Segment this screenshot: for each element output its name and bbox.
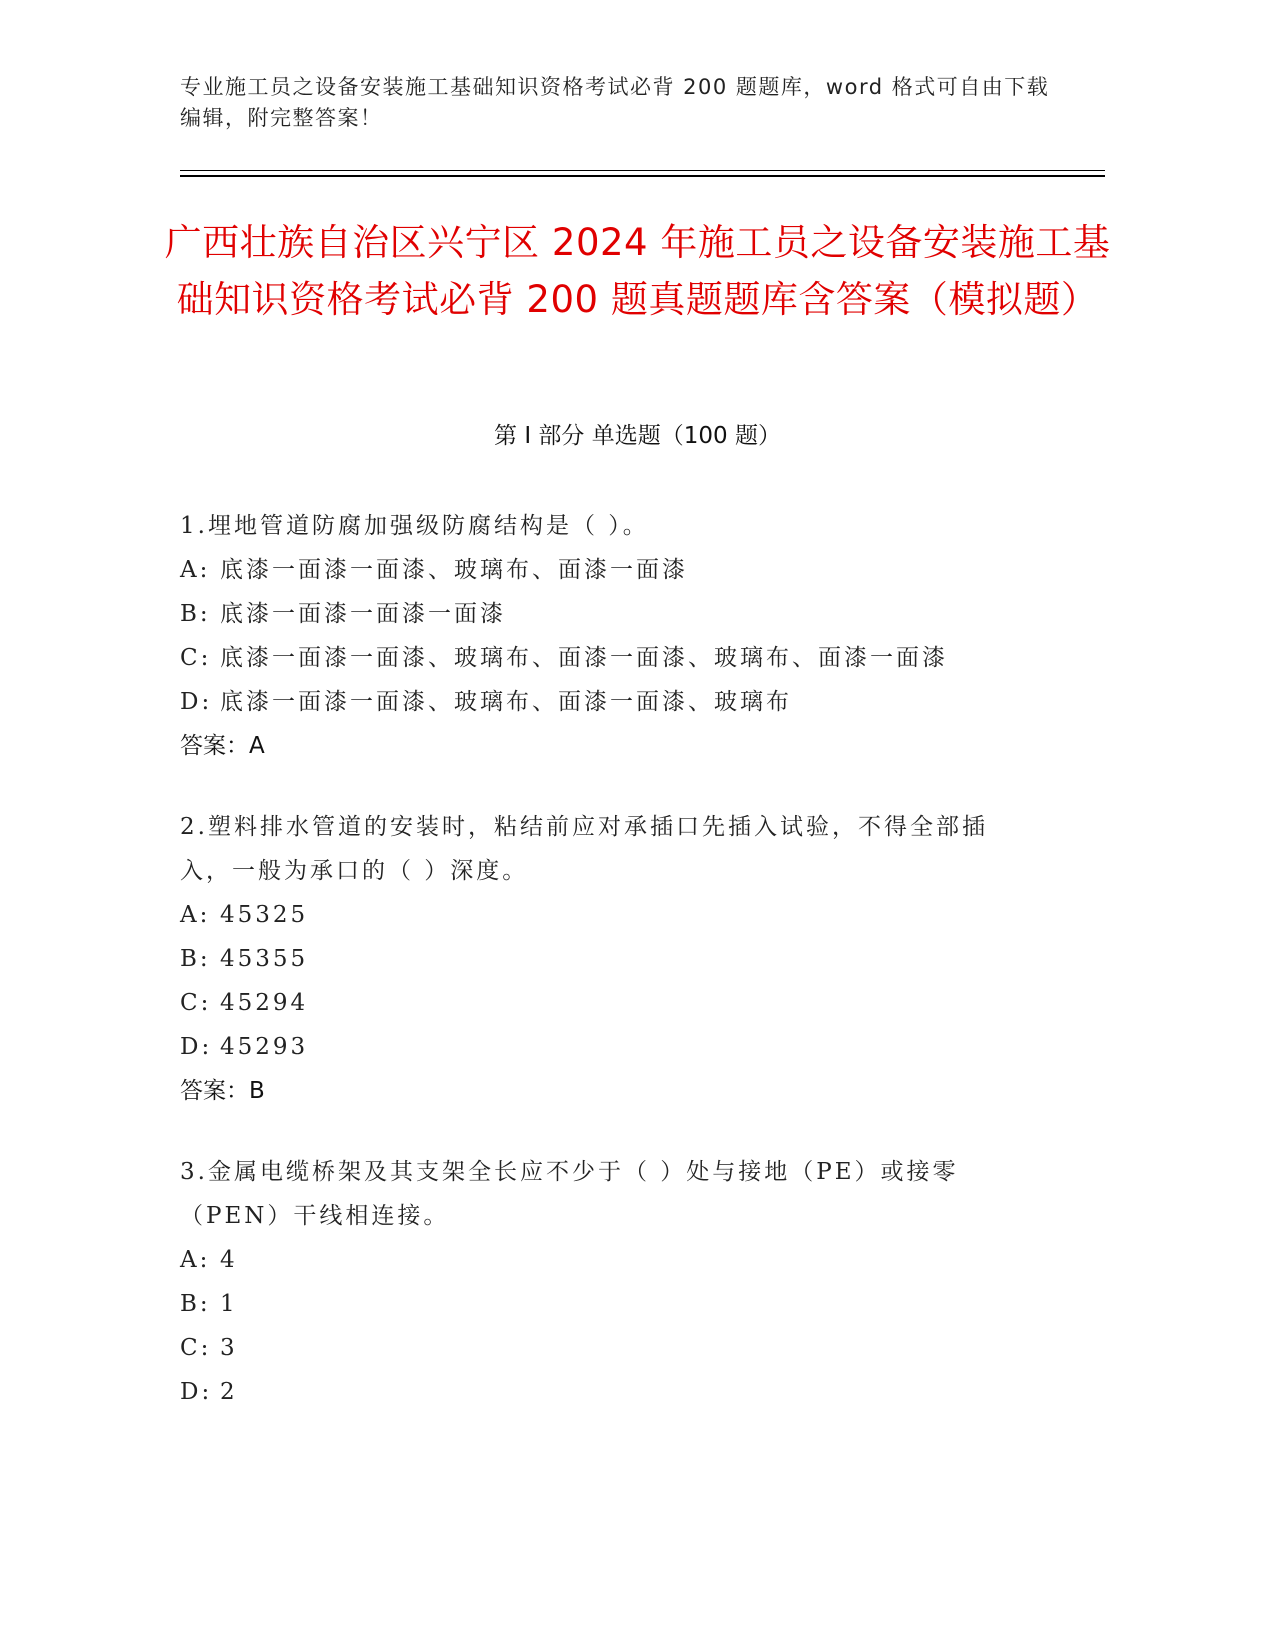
- option-b: [180, 1282, 1030, 1326]
- option-letter: C:: [180, 990, 212, 1016]
- option-letter: C:: [180, 645, 212, 671]
- question-text: 1.埋地管道防腐加强级防腐结构是（ ）。: [180, 513, 649, 539]
- document-title: 广西壮族自治区兴宁区 2024 年施工员之设备安装施工基础知识资格考试必背 200 题真题题库含答案（模拟题）: [164, 221, 1111, 321]
- option-a: [180, 1238, 1030, 1282]
- option-text: 1: [220, 1291, 238, 1317]
- option-a: [180, 548, 1030, 592]
- option-letter: B:: [180, 1291, 211, 1317]
- option-text: 45325: [220, 902, 309, 928]
- header-divider-thick: [180, 175, 1105, 177]
- option-b: [180, 592, 1030, 636]
- option-letter: D:: [180, 1034, 213, 1060]
- header-divider-thin: [180, 170, 1105, 171]
- option-a: [180, 893, 1030, 937]
- question-text: 3.金属电缆桥架及其支架全长应不少于（ ）处与接地（PE）或接零（PEN）干线相连接。: [180, 1159, 959, 1229]
- option-letter: A:: [180, 902, 211, 928]
- question-text: 2.塑料排水管道的安装时，粘结前应对承插口先插入试验，不得全部插入，一般为承口的（ ）深度。: [180, 814, 988, 884]
- option-text: 45355: [220, 946, 309, 972]
- option-text: 2: [220, 1379, 238, 1405]
- option-letter: A:: [180, 557, 211, 583]
- option-text: 底漆一面漆一面漆、玻璃布、面漆一面漆: [220, 557, 688, 583]
- question-2: [180, 805, 1030, 1113]
- option-c: [180, 1326, 1030, 1370]
- option-d: [180, 1370, 1030, 1414]
- option-text: 底漆一面漆一面漆、玻璃布、面漆一面漆、玻璃布、面漆一面漆: [220, 645, 948, 671]
- answer-line: 答案：B: [180, 1078, 265, 1104]
- option-b: [180, 937, 1030, 981]
- question-list: [180, 504, 1030, 1451]
- option-text: 45294: [220, 990, 309, 1016]
- option-text: 底漆一面漆一面漆一面漆: [220, 601, 506, 627]
- option-letter: B:: [180, 946, 211, 972]
- option-d: [180, 1025, 1030, 1069]
- header-note: 专业施工员之设备安装施工基础知识资格考试必背 200 题题库，word 格式可自由下载编辑，附完整答案！: [180, 75, 1050, 130]
- option-text: 4: [220, 1247, 238, 1273]
- option-text: 45293: [220, 1034, 309, 1060]
- option-letter: D:: [180, 1379, 213, 1405]
- option-letter: B:: [180, 601, 211, 627]
- option-d: [180, 680, 1030, 724]
- question-3: [180, 1150, 1030, 1414]
- option-c: [180, 636, 1030, 680]
- option-c: [180, 981, 1030, 1025]
- option-letter: C:: [180, 1335, 212, 1361]
- question-1: [180, 504, 1030, 768]
- section-heading: 第 I 部分 单选题（100 题）: [494, 423, 781, 449]
- option-letter: A:: [180, 1247, 211, 1273]
- answer-line: 答案：A: [180, 733, 265, 759]
- option-text: 底漆一面漆一面漆、玻璃布、面漆一面漆、玻璃布: [220, 689, 792, 715]
- option-letter: D:: [180, 689, 213, 715]
- option-text: 3: [220, 1335, 238, 1361]
